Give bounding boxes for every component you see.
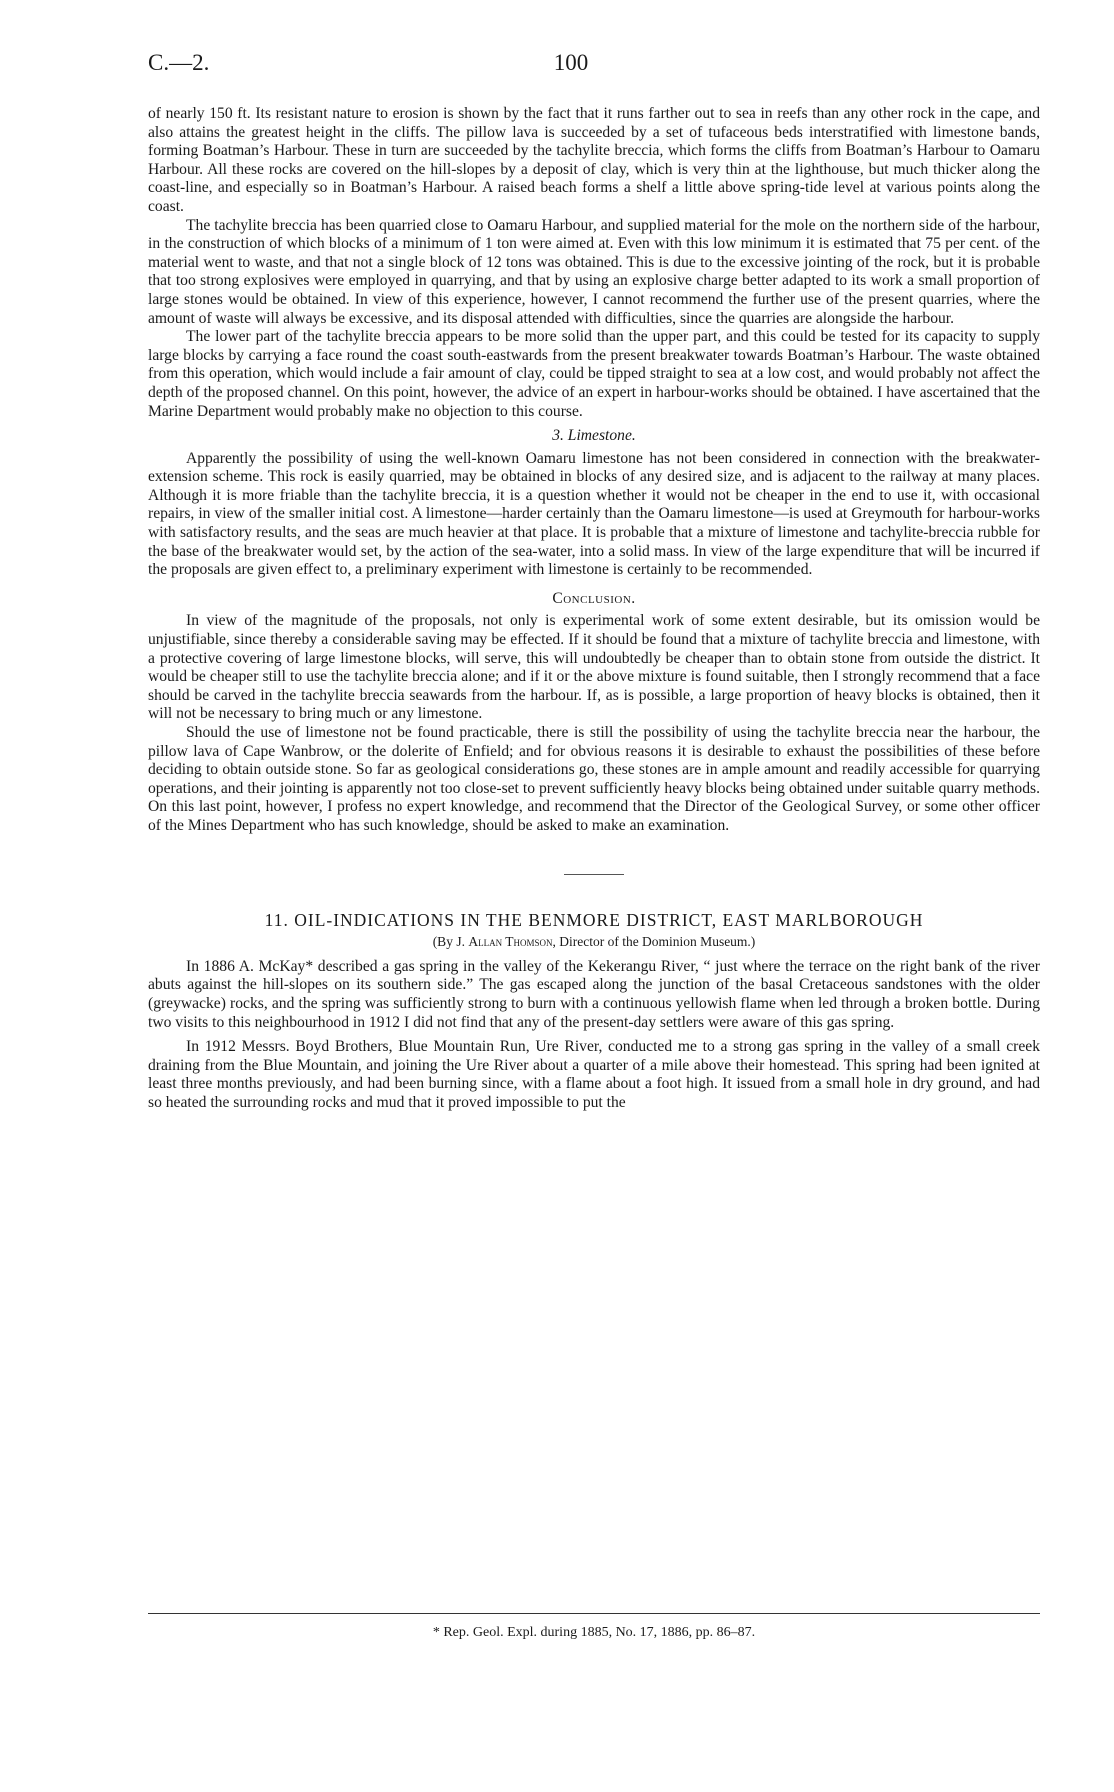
paragraph: of nearly 150 ft. Its resistant nature to erosion is shown by the fact that it runs farther out to sea in reefs than any other rock in the cape, and also attains the greatest height in the cliffs. The pillow lava is succeeded by a set of tufaceous beds interstratified with limestone bands, forming Boatman’s Harbour. These in turn are succeeded by the tachylite breccia, which forms the cliffs from Boatman’s Harbour to Oamaru Harbour. All these rocks are covered on the hill-slopes by a deposit of clay, which is very thin at the lighthouse, but much thicker along the coast-line, and especially so in Boatman’s Harbour. A raised beach forms a shelf a little above spring-tide level at various points along the coast. (148, 105, 1040, 215)
paragraph: Should the use of limestone not be found practicable, there is still the possibility of using the tachylite breccia near the harbour, the pillow lava of Cape Wanbrow, or the dolerite of Enfield; and for obvious reasons it is desirable to exhaust the possibilities of these before deciding to obtain outside stone. So far as geological considerations go, these stones are in ample amount and readily accessible for quarrying operations, and their jointing is apparently not too close-set to prevent sufficiently heavy blocks being obtained under suitable quarry methods. On this last point, however, I profess no expert knowledge, and recommend that the Director of the Geological Survey, or some other officer of the Mines Department who has such knowledge, should be asked to make an examination. (148, 724, 1040, 834)
paragraph: In 1912 Messrs. Boyd Brothers, Blue Mountain Run, Ure River, conducted me to a strong gas spring in the valley of a small creek draining from the Blue Mountain, and joining the Ure River about a quarter of a mile above their homestead. This spring had been ignited at least three months previously, and had been burning since, with a flame about a foot high. It issued from a small hole in dry ground, and had so heated the surrounding rocks and mud that it proved impossible to put the (148, 1038, 1040, 1111)
page-header (148, 50, 1034, 90)
section-heading-limestone: 3. Limestone. (552, 427, 636, 445)
byline-prefix: (By J. (432, 934, 469, 950)
footnote-divider (148, 1613, 1040, 1614)
article-byline (148, 933, 1040, 952)
document-reference: C.—2. (148, 50, 210, 75)
paragraph: Apparently the possibility of using the well-known Oamaru limestone has not been considered in connection with the breakwater-extension scheme. This rock is easily quarried, may be obtained in blocks of any desired size, and is adjacent to the railway at many places. Although it is more friable than the tachylite breccia, it is a question whether it would not be cheaper in the end to use it, with occasional repairs, in view of the smaller initial cost. A limestone—harder certainly than the Oamaru limestone—is used at Greymouth for harbour-works with satisfactory results, and the seas are much heavier at that place. It is probable that a mixture of limestone and tachylite-breccia rubble for the base of the breakwater would set, by the action of the sea-water, into a solid mass. In view of the large expenditure that will be incurred if the proposals are given effect to, a preliminary experiment with limestone is certainly to be recommended. (148, 449, 1040, 579)
section-divider (564, 874, 624, 875)
paragraph: The tachylite breccia has been quarried close to Oamaru Harbour, and supplied material for the mole on the northern side of the harbour, in the construction of which blocks of a minimum of 1 ton were aimed at. Even with this low minimum it is estimated that 75 per cent. of the material went to waste, and that not a single block of 12 tons was obtained. This is due to the excessive jointing of the rock, but it is probable that too strong explosives were employed in quarrying, and that by using an explosive charge better adapted to its work a small proportion of large stones would be obtained. In view of this experience, however, I cannot recommend the further use of the present quarries, where the amount of waste will always be excessive, and its disposal attended with difficulties, since the quarries are alongside the harbour. (148, 216, 1040, 327)
body-text (148, 105, 1040, 1113)
paragraph: The lower part of the tachylite breccia appears to be more solid than the upper part, and this could be tested for its capacity to supply large blocks by carrying a face round the coast south-eastwards from the present breakwater towards Boatman’s Harbour. The waste obtained from this operation, which would include a fair amount of clay, could be tipped straight to sea at a low cost, and would probably not affect the depth of the proposed channel. On this point, however, the advice of an expert in harbour-works should be obtained. I have ascertained that the Marine Department would probably make no objection to this course. (148, 328, 1040, 420)
paragraph: In 1886 A. McKay* described a gas spring in the valley of the Kekerangu River, “ just where the terrace on the right bank of the river abuts against the hill-slopes on its southern side.” The gas escaped along the junction of the basal Cretaceous sandstones with the older (greywacke) rocks, and the spring was sufficiently strong to burn with a continuous yellowish flame when led through a broken bottle. During two visits to this neighbourhood in 1912 I did not find that any of the present-day settlers were aware of this gas spring. (148, 957, 1040, 1031)
byline-author: Allan Thomson (468, 934, 553, 950)
section-heading-conclusion: Conclusion. (552, 589, 636, 607)
page-number: 100 (553, 50, 589, 75)
footnote: * Rep. Geol. Expl. during 1885, No. 17, 1886, pp. 86–87. (432, 1625, 756, 1640)
article-title: 11. OIL-INDICATIONS IN THE BENMORE DISTRICT, EAST MARLBOROUGH (264, 909, 924, 930)
paragraph: In view of the magnitude of the proposals, not only is experimental work of some extent desirable, but its omission would be unjustifiable, since thereby a considerable saving may be effected. If it should be found that a mixture of tachylite breccia and limestone, with a protective covering of large limestone blocks, will serve, this will undoubtedly be cheaper than to obtain stone from outside the district. It would be cheaper still to use the tachylite breccia alone; and if it or the above mixture is found suitable, then I strongly recommend that a face should be carved in the tachylite breccia seawards from the harbour. If, as is possible, a large proportion of heavy blocks is obtained, then it will not be necessary to bring much or any limestone. (148, 612, 1040, 723)
byline-suffix: , Director of the Dominion Museum.) (552, 934, 756, 950)
